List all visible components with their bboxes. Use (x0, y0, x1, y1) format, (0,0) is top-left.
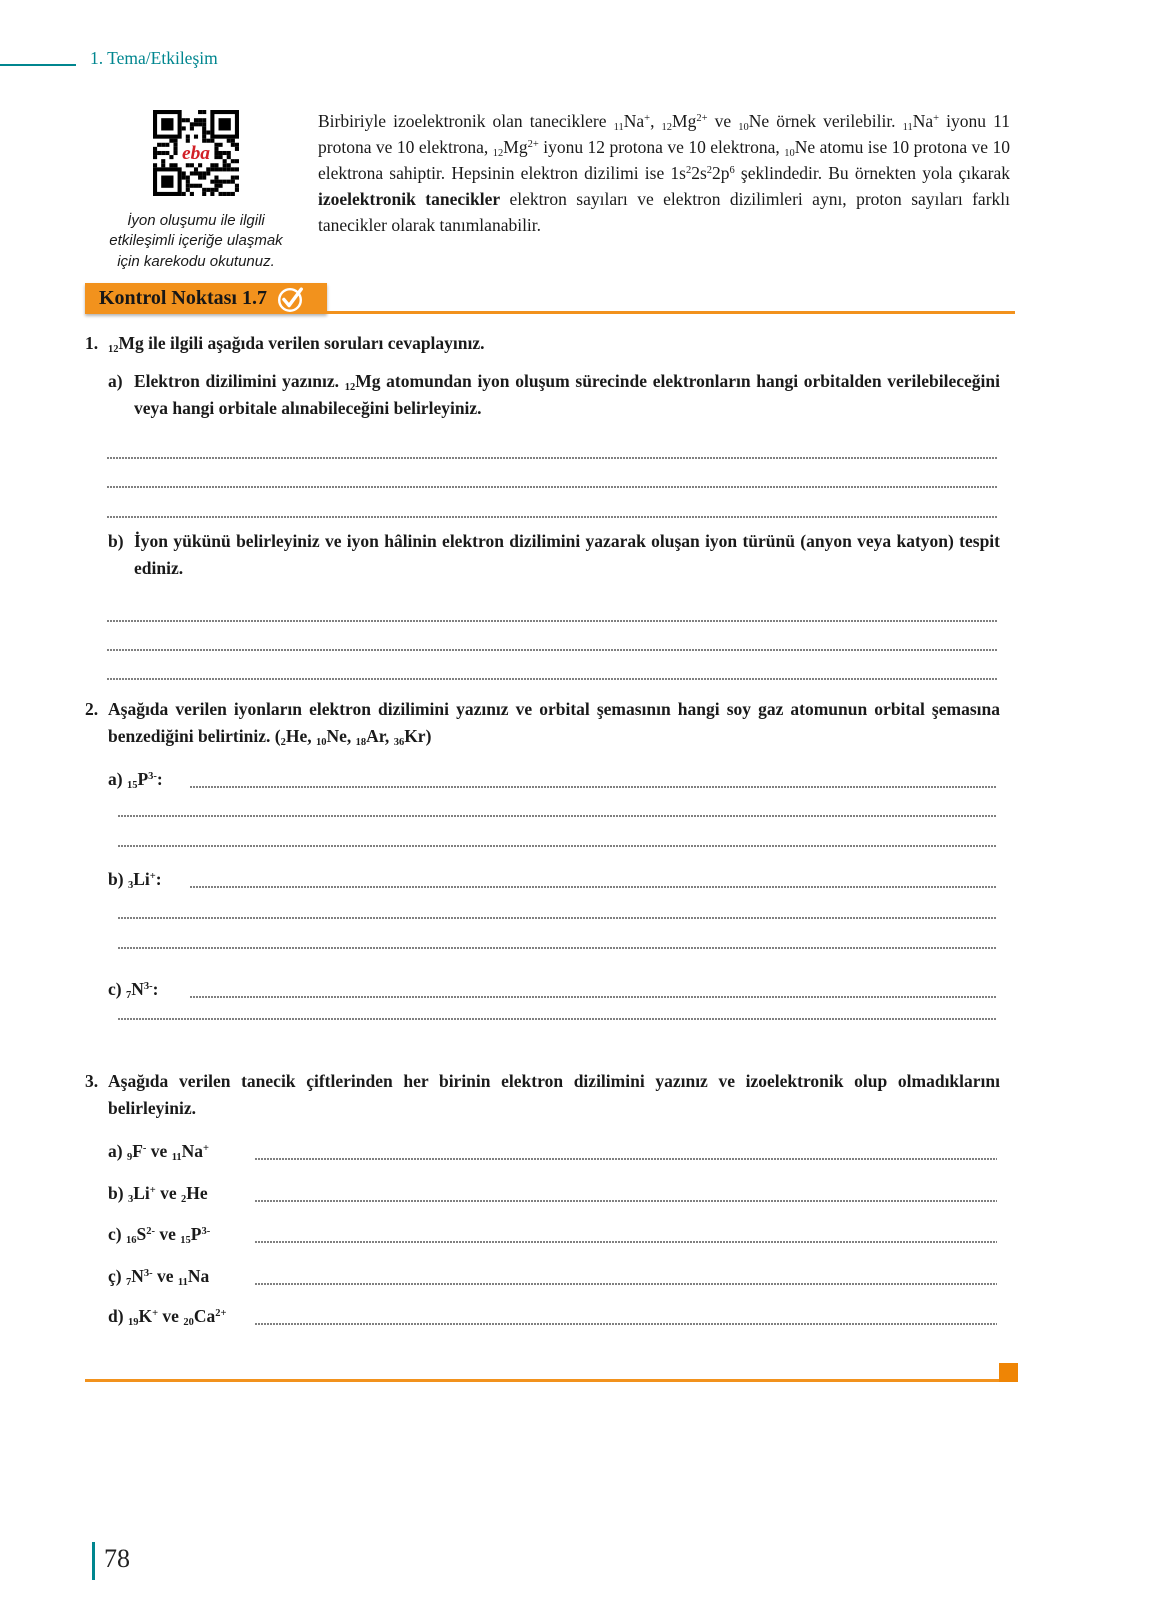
answer-line (255, 1200, 997, 1202)
header-rule (0, 64, 76, 66)
banner-extension-rule (327, 311, 1015, 314)
question-2a-row: a) $_{15}P^{3-}$: (108, 766, 997, 792)
question-2c-row: c) $_7N^{3-}$: (108, 976, 997, 1002)
qr-block (98, 110, 294, 272)
svg-text:eba: eba (181, 143, 211, 165)
question-1b: b) İyon yükünü belirleyiniz ve iyon hâlinin elektron dizilimini yazarak oluşan iyon türünü (anyon veya katyon) tespit ediniz. (108, 531, 1000, 578)
bottom-rule (85, 1363, 1018, 1382)
qr-caption-line: İyon oluşumu ile ilgili (127, 212, 265, 229)
control-point-banner-row (85, 283, 1015, 314)
answer-line (255, 1158, 997, 1160)
qr-code-icon (153, 110, 239, 196)
question-2-stem: 2. Aşağıda verilen iyonların elektron dizilimini yazınız ve orbital şemasının hangi soy gaz atomunun orbital şemasına benzediğini belirtiniz. ($_2He$, $_{10}$Ne, $_{18}$Ar, $_{36}$Kr) (85, 696, 1000, 750)
answer-line (107, 620, 997, 622)
answer-line (107, 516, 997, 518)
question-3a-row: a) $_9$F- ve $_{11}$Na+ (108, 1138, 997, 1164)
answer-line (107, 678, 997, 680)
question-2b-row: b) $_3$Li+: (108, 866, 997, 892)
page-title: 1. Tema/Etkileşim (90, 48, 218, 68)
question-number: 2. (85, 699, 99, 719)
answer-line (118, 1018, 997, 1020)
bottom-rule-line (85, 1379, 999, 1382)
question-number: 1. (85, 333, 99, 353)
answer-line (118, 845, 997, 847)
question-1-stem: 1. $_{12}$Mg ile ilgili aşağıda verilen soruları cevaplayınız. (85, 330, 1000, 357)
question-3cc-row: ç) $_7N^{3-}$ ve $_{11}$Na (108, 1263, 997, 1289)
answer-line (107, 649, 997, 651)
answer-line (107, 486, 997, 488)
page-number-bar (92, 1542, 95, 1580)
answer-line (118, 815, 997, 817)
qr-caption-line: için karekodu okutunuz. (117, 252, 275, 270)
answer-line (190, 786, 997, 788)
question-3-stem: 3. Aşağıda verilen tanecik çiftlerinden her birinin elektron dizilimini yazınız ve izoelektronik olup olmadıklarını belirleyiniz. (85, 1068, 1000, 1122)
answer-line (107, 457, 997, 459)
banner-title: Kontrol Noktası 1.7 (99, 287, 267, 309)
answer-line (118, 917, 997, 919)
answer-line (118, 947, 997, 949)
answer-line (255, 1323, 997, 1325)
answer-line (255, 1241, 997, 1243)
qr-caption-line: etkileşimli içeriğe ulaşmak (109, 232, 283, 250)
question-3d-row: d) $_{19}$K+ ve $_{20}Ca^{2+}$ (108, 1303, 997, 1329)
orange-square-marker (999, 1363, 1018, 1382)
question-number: 3. (85, 1071, 99, 1091)
question-3b-row: b) $_3$Li+ ve $_2$He (108, 1180, 997, 1206)
control-point-banner (85, 283, 327, 314)
page-number: 78 (104, 1544, 130, 1573)
answer-line (190, 996, 997, 998)
footer (92, 1542, 130, 1580)
answer-line (190, 886, 997, 888)
check-circle-icon (275, 284, 305, 314)
intro-paragraph: Birbiriyle izoelektronik olan taneciklere $_{11}$Na+, $_{12}Mg^{2+}$ ve $_{10}$Ne örnek verilebilir. $_{11}$Na+ iyonu 11 protona ve 10 elektrona, $_{12}Mg^{2+}$ iyonu 12 protona ve 10 elektrona, $_{10}$Ne atomu ise 10 protona ve 10 elektrona sahiptir. Hepsinin elektron dizilimi ise $1s^22s^22p^6$ şeklindedir. Bu örnekten yola çıkarak izoelektronik tanecikler elektron sayıları ve elektron dizilimleri aynı, proton sayıları farklı tanecikler olarak tanımlanabilir. (318, 111, 1011, 235)
question-3c-row: c) $_{16}S^{2-}$ ve $_{15}P^{3-}$ (108, 1221, 997, 1247)
qr-caption (98, 211, 294, 272)
question-1a: a) Elektron dizilimini yazınız. $_{12}$Mg atomundan iyon oluşum sürecinde elektronların hangi orbitalden verilebileceğini veya hangi orbitale alınabileceğini belirleyiniz. (108, 371, 1000, 418)
answer-line (255, 1283, 997, 1285)
